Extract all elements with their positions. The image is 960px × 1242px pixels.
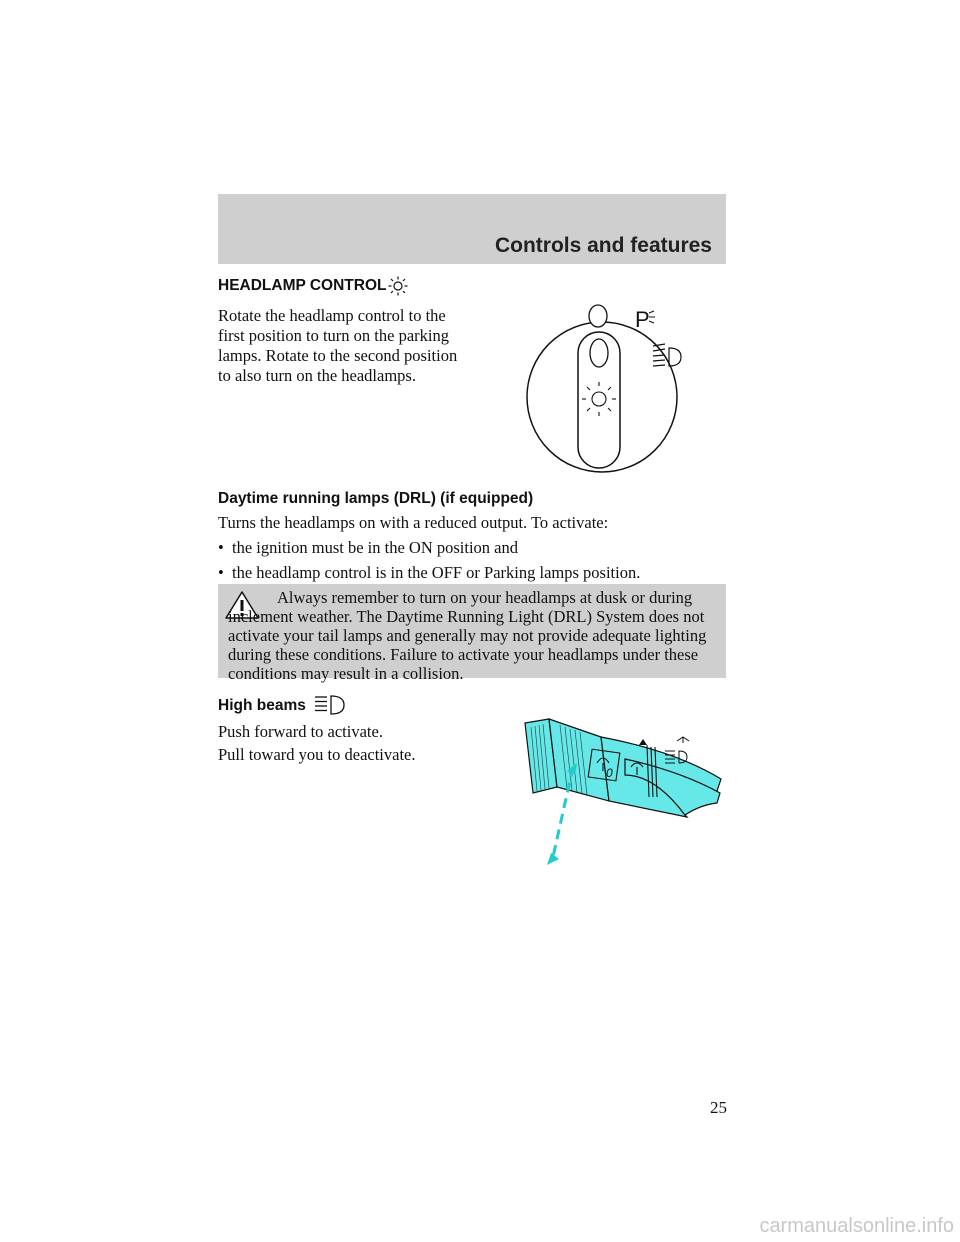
drl-bullet-1: • the ignition must be in the ON position and: [218, 538, 518, 557]
headlamp-body-line-3: lamps. Rotate to the second position: [218, 346, 458, 365]
warning-box: [218, 584, 726, 683]
high-beam-icon: [313, 694, 347, 721]
section-header-band: [218, 194, 726, 264]
high-beams-line-1: Push forward to activate.: [218, 722, 383, 741]
drl-bullet-2-text: the headlamp control is in the OFF or Parking lamps position.: [232, 563, 641, 582]
dial-parking-label: P: [635, 307, 650, 332]
watermark: carmanualsonline.info: [759, 1215, 954, 1237]
drl-bullet-1-text: the ignition must be in the ON position and: [232, 538, 518, 557]
stalk-off-label: 0: [606, 766, 613, 780]
page-number: 25: [710, 1098, 727, 1117]
drl-bullet-2: • the headlamp control is in the OFF or Parking lamps position.: [218, 563, 641, 582]
parking-lamp-rays-icon: [648, 311, 656, 325]
drl-intro: Turns the headlamps on with a reduced output. To activate:: [218, 513, 609, 532]
section-title: Controls and features: [494, 234, 712, 257]
multifunction-stalk-illustration: [505, 715, 725, 880]
headlamp-sun-icon: [388, 276, 408, 301]
headlamp-body-line-1: Rotate the headlamp control to the: [218, 306, 446, 325]
headlamp-body-line-4: to also turn on the headlamps.: [218, 366, 416, 385]
high-beams-line-2: Pull toward you to deactivate.: [218, 745, 416, 764]
drl-heading: Daytime running lamps (DRL) (if equipped): [218, 490, 534, 507]
warning-text: Always remember to turn on your headlamps at dusk or during inclement weather. The Daytime Running Light (DRL) System does not activate your tail lamps and generally may not provide adequate lighting during these conditions. Failure to activate your headlamps under these conditions may result in a collision.: [228, 588, 707, 683]
headlamp-dial-illustration: [525, 300, 705, 480]
headlamp-body-line-2: first position to turn on the parking: [218, 326, 449, 345]
high-beams-heading: High beams: [218, 697, 306, 714]
headlamp-heading: HEADLAMP CONTROL: [218, 277, 387, 294]
